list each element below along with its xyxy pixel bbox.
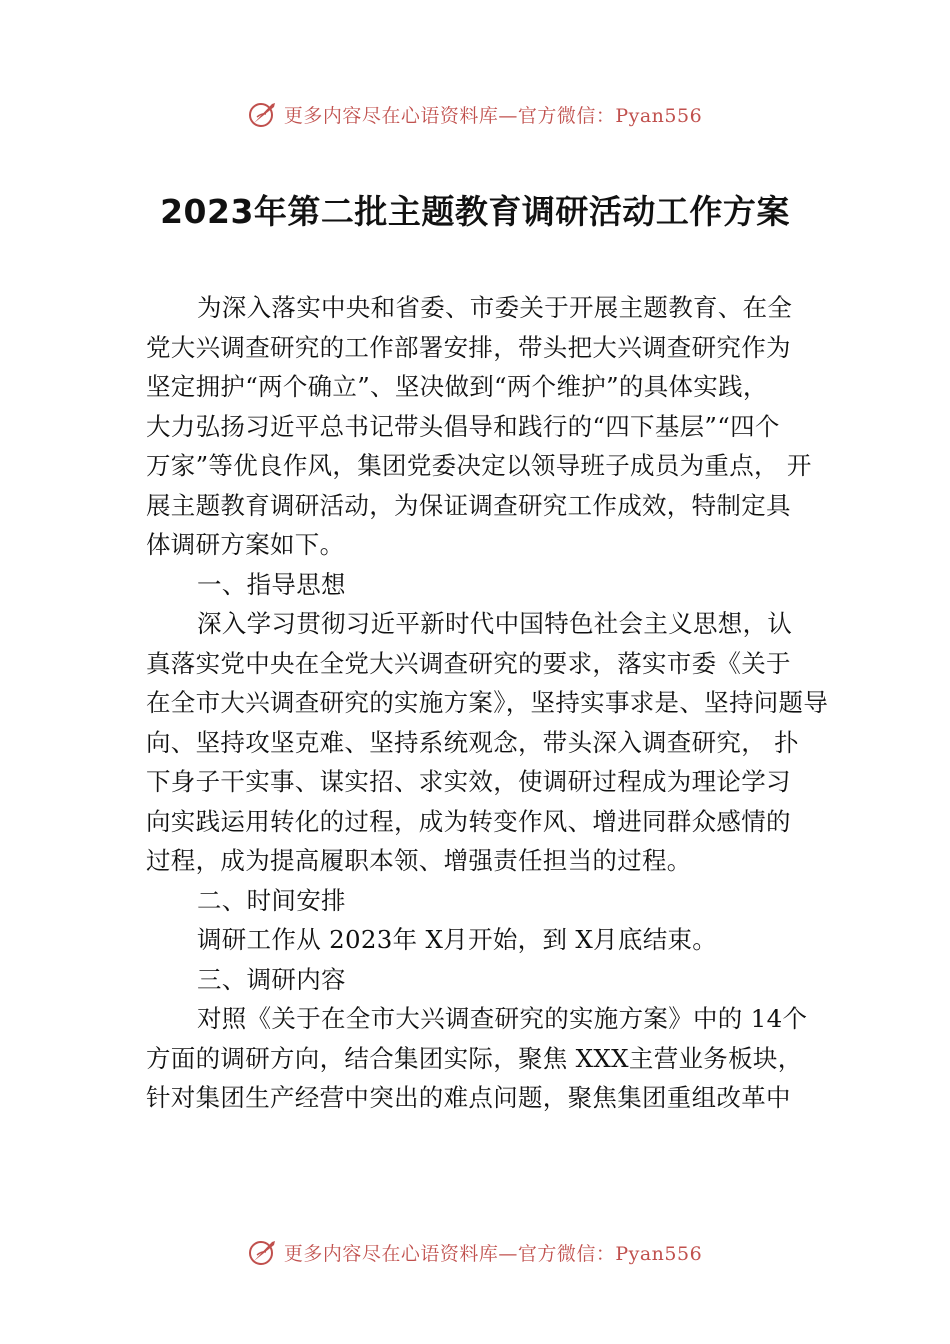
quill-logo-icon xyxy=(248,1237,278,1267)
paragraph-line: 展主题教育调研活动，为保证调查研究工作成效，特制定具 xyxy=(146,490,791,520)
section-heading: 二、时间安排 xyxy=(197,885,346,915)
section-heading: 一、指导思想 xyxy=(197,569,346,599)
paragraph-line: 调研工作从 2023年 X月开始，到 X月底结束。 xyxy=(197,925,718,954)
footer-watermark xyxy=(0,1232,950,1272)
paragraph-line: 坚定拥护“两个确立”、坚决做到“两个维护”的具体实践， xyxy=(146,372,768,401)
paragraph-line: 党大兴调查研究的工作部署安排，带头把大兴调查研究作为 xyxy=(146,332,791,362)
header-watermark xyxy=(0,94,950,134)
paragraph-line: 体调研方案如下。 xyxy=(146,530,345,559)
paragraph-line: 方面的调研方向，结合集团实际，聚焦 XXX主营业务板块， xyxy=(146,1043,803,1073)
paragraph-line: 为深入落实中央和省委、市委关于开展主题教育、在全 xyxy=(197,293,793,322)
footer-watermark-text: 更多内容尽在心语资料库—官方微信：Pyan556 xyxy=(283,1242,703,1265)
paragraph-line: 过程，成为提高履职本领、增强责任担当的过程。 xyxy=(146,846,692,875)
paragraph-line: 真落实党中央在全党大兴调查研究的要求，落实市委《关于 xyxy=(146,648,791,678)
paragraph-line: 万家”等优良作风，集团党委决定以领导班子成员为重点， 开 xyxy=(146,451,812,480)
document-body xyxy=(146,288,829,1118)
document-title: 2023年第二批主题教育调研活动工作方案 xyxy=(160,192,790,231)
paragraph-line: 深入学习贯彻习近平新时代中国特色社会主义思想，认 xyxy=(197,609,793,638)
paragraph-line: 对照《关于在全市大兴调查研究的实施方案》中的 14个 xyxy=(197,1004,808,1033)
paragraph-line: 下身子干实事、谋实招、求实效，使调研过程成为理论学习 xyxy=(146,767,791,796)
paragraph-line: 大力弘扬习近平总书记带头倡导和践行的“四下基层”“四个 xyxy=(146,411,780,441)
section-heading: 三、调研内容 xyxy=(197,964,346,994)
quill-logo-icon xyxy=(248,99,278,129)
paragraph-line: 向实践运用转化的过程，成为转变作风、增进同群众感情的 xyxy=(146,806,791,836)
header-watermark-text: 更多内容尽在心语资料库—官方微信：Pyan556 xyxy=(283,104,703,127)
paragraph-line: 向、坚持攻坚克难、坚持系统观念，带头深入调查研究， 扑 xyxy=(146,727,799,757)
paragraph-line: 针对集团生产经营中突出的难点问题，聚焦集团重组改革中 xyxy=(146,1083,791,1112)
paragraph-line: 在全市大兴调查研究的实施方案》，坚持实事求是、坚持问题导 xyxy=(146,688,829,717)
